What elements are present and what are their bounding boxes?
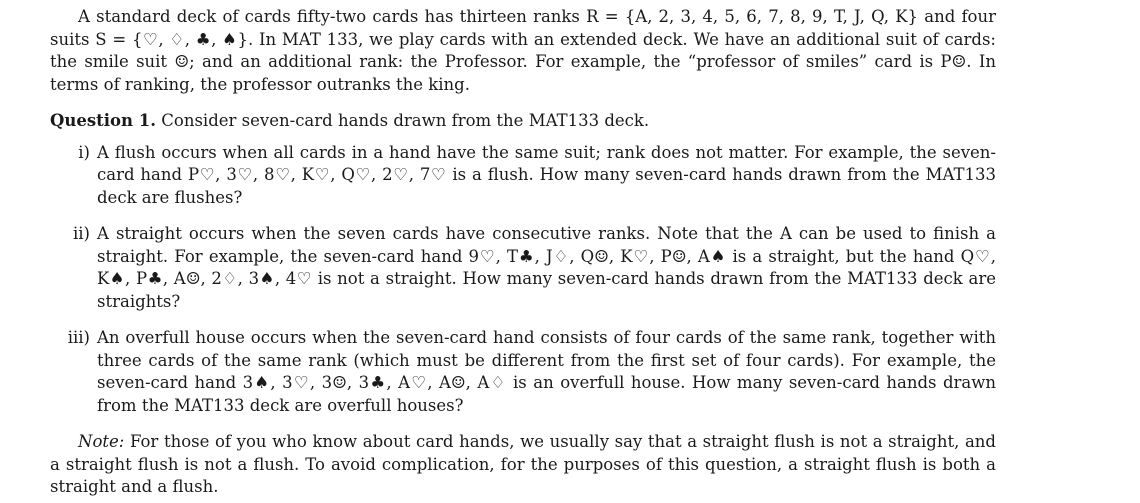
question-part-iii (50, 327, 996, 417)
part-text: A flush occurs when all cards in a hand have the same suit; rank does not matter. For example, the seven-card hand P♡, 3♡, 8♡, K♡, Q♡, 2♡, 7♡ is a flush. How many seven-card hands drawn from the MAT133 deck are flushes? (97, 142, 996, 207)
document-page (50, 6, 996, 499)
intro-paragraph: A standard deck of cards fifty-two cards has thirteen ranks R = {A, 2, 3, 4, 5, 6, 7, 8, 9, T, J, Q, K} and four suits S = {♡, ♢, ♣, ♠}. In MAT 133, we play cards with an extended deck. We have an additional suit of cards: the smile suit ☺; and an additional rank: the Professor. For example, the “professor of smiles” card is P☺. In terms of ranking, the professor outranks the king. (50, 7, 996, 94)
question-part-ii (50, 223, 996, 313)
part-number: ii) (73, 224, 90, 243)
note-paragraph (50, 431, 996, 499)
question-label: Question 1. (50, 111, 157, 130)
question-heading (50, 110, 996, 133)
part-text: An overfull house occurs when the seven-card hand consists of four cards of the same rank, together with three cards of the same rank (which must be different from the first set of four cards). For example, the seven-card hand 3♠, 3♡, 3☺, 3♣, A♡, A☺, A♢ is an overfull house. How many seven-card hands drawn from the MAT133 deck are overfull houses? (97, 328, 996, 415)
question-part-i (50, 142, 996, 210)
part-number: iii) (67, 328, 90, 347)
part-text: A straight occurs when the seven cards have consecutive ranks. Note that the A can be used to finish a straight. For example, the seven-card hand 9♡, T♣, J♢, Q☺, K♡, P☺, A♠ is a straight, but the hand Q♡, K♠, P♣, A☺, 2♢, 3♠, 4♡ is not a straight. How many seven-card hands drawn from the MAT133 deck are straights? (97, 224, 996, 311)
note-label: Note: (78, 432, 125, 451)
question-text: Consider seven-card hands drawn from the MAT133 deck. (161, 111, 650, 130)
note-text: For those of you who know about card hands, we usually say that a straight flush is not a straight, and a straight flush is not a flush. To avoid complication, for the purposes of this question, a straight flush is both a straight and a flush. (50, 432, 996, 496)
question-parts-list (50, 142, 996, 418)
part-number: i) (78, 142, 90, 162)
